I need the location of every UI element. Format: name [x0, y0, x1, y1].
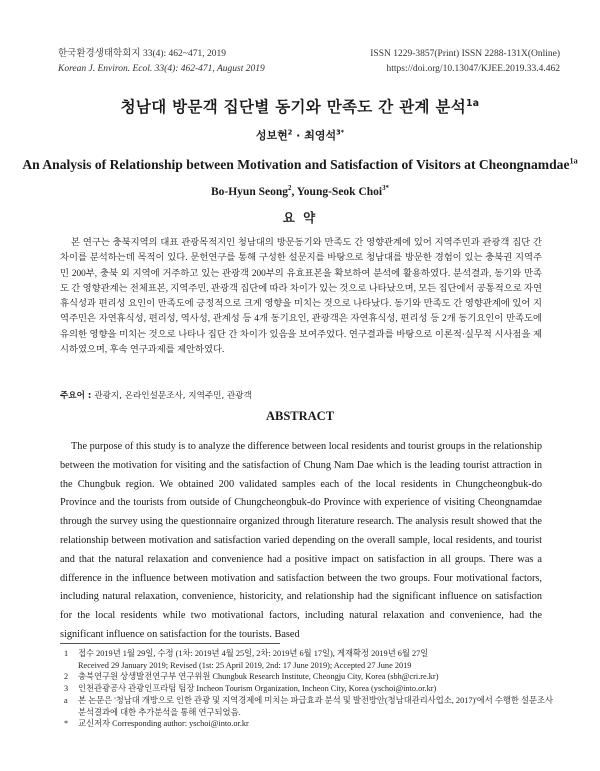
footnote-mark: 3 — [64, 684, 69, 694]
keywords-list: 관광지, 온라인설문조사, 지역주민, 관광객 — [94, 391, 252, 401]
title-korean — [0, 95, 600, 117]
footnote-item — [64, 671, 544, 683]
doi-link[interactable]: https://doi.org/10.13047/KJEE.2019.33.4.462 — [386, 64, 560, 74]
footnote-mark: a — [64, 695, 68, 705]
abstract-english-heading: ABSTRACT — [265, 409, 335, 423]
footnote-text: 충북연구원 상생발전연구부 연구위원 Chungbuk Research Institute, Cheongju City, Korea (sbh@cri.re.kr) — [78, 672, 439, 682]
journal-identifiers — [370, 47, 560, 77]
issn: ISSN 1229-3857(Print) ISSN 2288-131X(Online) — [370, 49, 560, 59]
author-ko-2-mark: 3* — [336, 128, 345, 137]
footnote-text: 본 논문은 '청남대 개방으로 인한 관광 및 지역경제에 미치는 파급효과 분석 및 발전방안(청남대관리사업소, 2017)'에서 수행한 설문조사 — [78, 695, 554, 705]
journal-citation-ko: 한국환경생태학회지 33(4): 462~471, 2019 — [58, 49, 226, 59]
title-korean-footnote-mark[interactable]: 1a — [466, 97, 480, 109]
footnote-text: 인천관광공사 관광인프라팀 팀장 Incheon Tourism Organization, Incheon City, Korea (yschoi@into.or.kr) — [78, 684, 437, 694]
abstract-english-body: The purpose of this study is to analyze the difference between local residents and tourist groups in the relationship between the motivation for visiting and the satisfaction of Chung Nam Dae which is the leading tourist attraction in the Chungbuk region. We obtained 200 validated samples each of the local residents in Chungcheongbuk-do Province and the tourists from outside of Chungcheongbuk-do Province with experience of visiting Cheongnamdae through the survey using the questionnaire organized through literature research. The analysis result showed that the relationship between motivation and satisfaction varied depending on the overall sample, local residents, and tourist and that the natural relaxation and convenience had a positive impact on satisfaction in all groups. There was a difference in the influence between motivation and satisfaction between the two groups. Four motivational factors, including natural relaxation, convenience, historicity, and relationship had the significant influence on satisfaction for the local residents while two motivational factors, including natural relaxation and convenience, had the significant influence on satisfaction for the tourists. Based — [60, 441, 542, 640]
footnote-divider — [60, 643, 280, 644]
author-en-2-mark: 3* — [382, 185, 389, 193]
keywords-label: 주요어 : — [60, 391, 95, 401]
title-english-text: An Analysis of Relationship between Motivation and Satisfaction of Visitors at Cheongnamdae — [22, 157, 570, 172]
author-separator: · — [292, 129, 305, 142]
footnote-mark: * — [64, 719, 69, 729]
footnote-item — [64, 718, 544, 730]
author-en-1: Bo-Hyun Seong — [210, 186, 288, 198]
author-en-1-mark: 2 — [288, 185, 292, 193]
author-ko-2: 최영석 — [304, 129, 337, 142]
authors-english — [0, 186, 600, 198]
footnote-item — [64, 683, 544, 695]
title-english — [0, 157, 600, 173]
author-en-2: Young-Seok Choi — [296, 186, 383, 198]
title-english-footnote-mark[interactable]: 1a — [569, 156, 578, 166]
author-separator-en: , — [291, 186, 297, 198]
footnote-mark: 2 — [64, 672, 69, 682]
footnote-text: 교신저자 Corresponding author: yschoi@into.or.kr — [78, 719, 249, 729]
footnote-text: 분석결과에 대한 추가분석을 통해 연구되었음. — [78, 707, 241, 717]
keywords-korean — [60, 389, 542, 401]
abstract-korean-body: 본 연구는 충북지역의 대표 관광목적지인 청남대의 방문동기와 만족도 간 영향관계에 있어 지역주민과 관광객 집단 간 차이를 분석하는데 목적이 있다. 문헌연구를 통해 구성한 설문지를 바탕으로 청남대를 방문한 경험이 있는 충북권 지역주민 200부, 충북 외 지역에 거주하고 있는 관광객 200부의 유효표본을 확보하여 분석에 활용하였다. 분석결과, 동기와 만족도 간 영향관계는 전체표본, 지역주민, 관광객 집단에 따라 차이가 있는 것으로 나타났으며, 모든 집단에서 공통적으로 자연휴식성과 편리성 요인이 만족도에 긍정적으로 크게 영향을 미치는 것으로 나타났다. 동기와 만족도 간 영향관계에 있어 지역주민은 자연휴식성, 편리성, 역사성, 관계성 등 4개 동기요인, 관광객은 자연휴식성, 편리성 등 2개 동기요인이 만족도에 유의한 영향을 미치는 것으로 나타나 집단 간 차이가 있음을 보여주었다. 연구결과를 바탕으로 이론적·실무적 시사점을 제시하였으며, 후속 연구과제를 제안하였다. — [60, 238, 542, 356]
author-ko-1: 성보현 — [255, 129, 288, 142]
footnote-text: Received 29 January 2019; Revised (1st: 25 April 2019, 2nd: 17 June 2019); Accepted 27 June 2019 — [78, 660, 412, 670]
journal-citation — [58, 47, 265, 77]
footnote-item — [64, 648, 544, 671]
footnote-text: 접수 2019년 1월 29일, 수정 (1차: 2019년 4월 25일, 2차: 2019년 6월 17일), 게재확정 2019년 6월 27일 — [78, 649, 429, 658]
abstract-korean-heading: 요 약 — [282, 210, 318, 225]
title-korean-text: 청남대 방문객 집단별 동기와 만족도 간 관계 분석 — [120, 98, 466, 116]
footnotes — [64, 648, 554, 730]
author-ko-1-mark: 2 — [287, 128, 293, 137]
footnote-item — [64, 695, 554, 718]
footnote-mark: 1 — [64, 649, 69, 658]
authors-korean — [0, 127, 600, 143]
journal-citation-en: Korean J. Environ. Ecol. 33(4): 462-471, August 2019 — [58, 64, 265, 74]
